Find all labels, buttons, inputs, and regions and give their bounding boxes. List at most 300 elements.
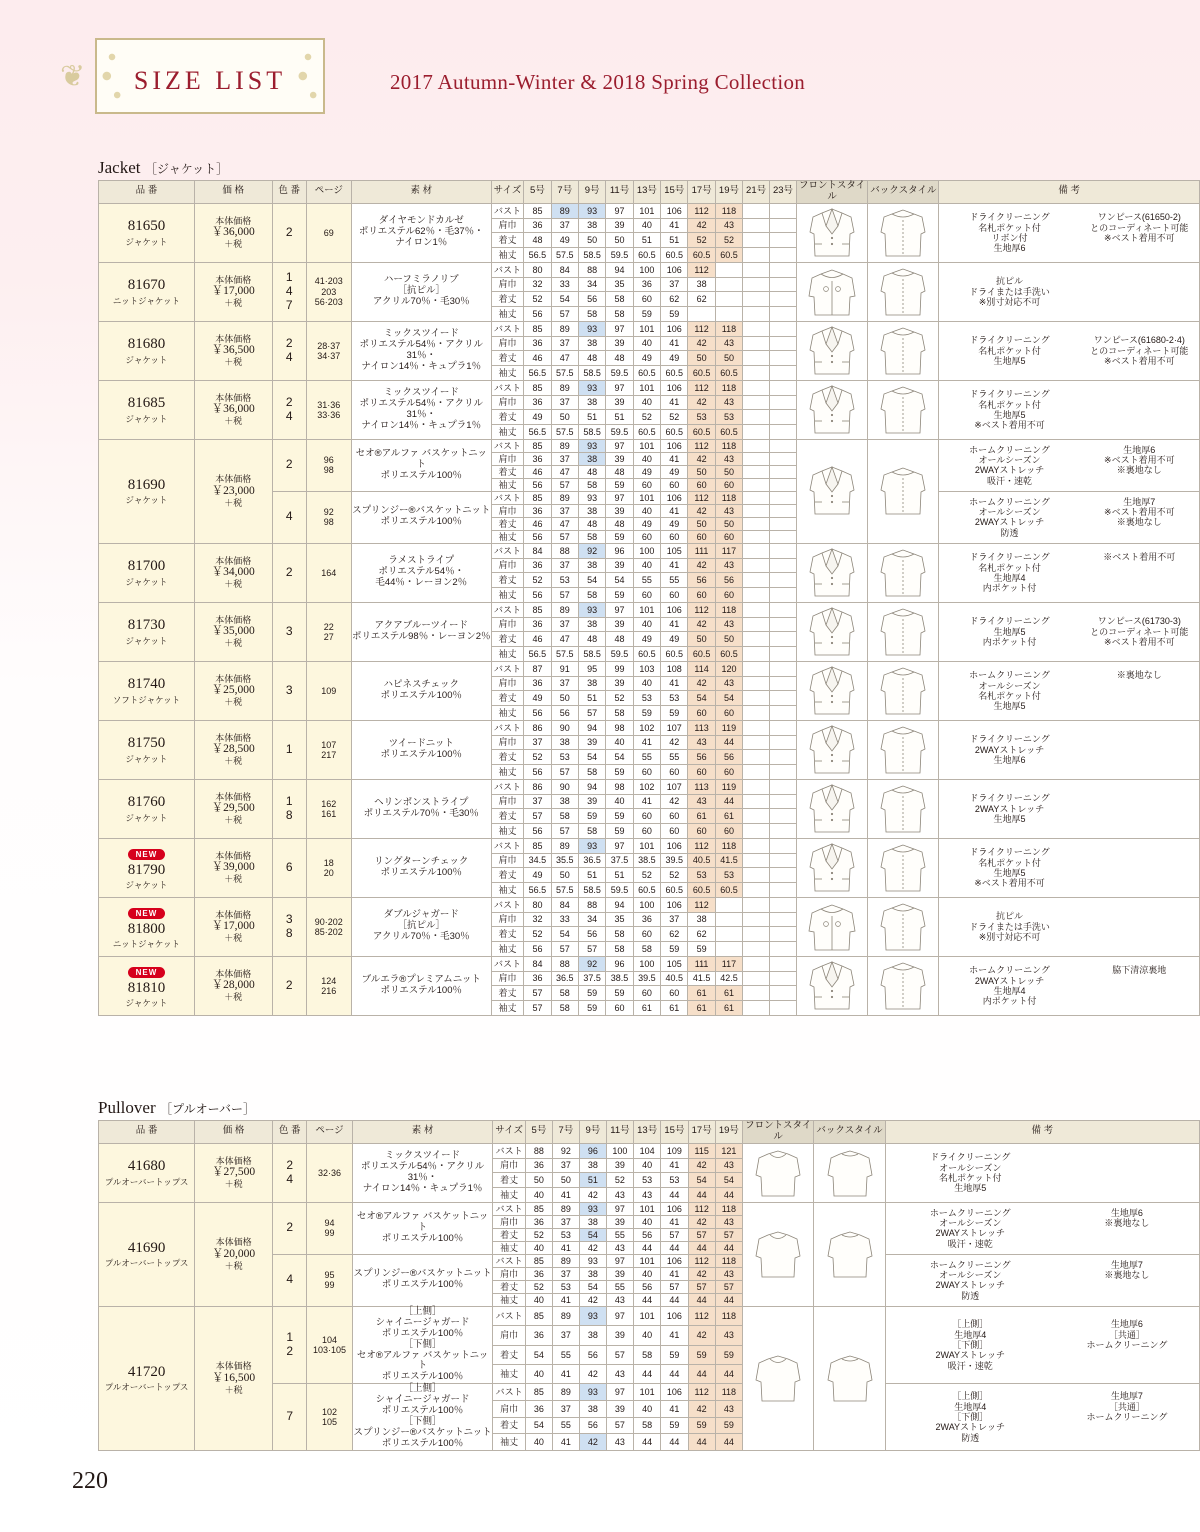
measure-cell [770, 853, 797, 868]
measure-cell: 57 [551, 530, 578, 543]
measure-cell: 59 [606, 765, 633, 780]
measure-cell: 41 [661, 504, 688, 517]
remark-cell [939, 602, 1200, 661]
measure-cell: 89 [552, 1306, 579, 1325]
page-reference: 92 98 [306, 491, 351, 543]
measure-cell: 41 [661, 336, 688, 351]
remark-cell [885, 1306, 1199, 1383]
measure-cell: 52 [633, 868, 660, 883]
measure-cell: 44 [715, 794, 742, 809]
measure-cell: 53 [688, 868, 715, 883]
measure-cell: 39 [606, 676, 633, 691]
measure-cell: 57 [524, 809, 551, 824]
measure-cell: 52 [524, 573, 551, 588]
measure-cell: 50 [715, 351, 742, 366]
measure-cell: 57 [551, 765, 578, 780]
col-size-4: 13号 [634, 1121, 661, 1144]
remark-primary: ホームクリーニング オールシーズン 2WAYストレッチ 防透 [969, 496, 1050, 538]
measure-cell [743, 277, 770, 292]
measure-label: バスト [493, 1306, 526, 1325]
measure-cell: 93 [578, 321, 605, 336]
measure-row [99, 203, 1200, 218]
measure-cell: 41 [661, 558, 688, 573]
measure-cell: 37 [551, 395, 578, 410]
measure-cell: 43 [715, 452, 742, 465]
measure-row [99, 1202, 1200, 1215]
measure-row [99, 321, 1200, 336]
measure-cell: 57.5 [551, 425, 578, 440]
remark-secondary: 生地厚6 ［共通］ ホームクリーニング [1086, 1319, 1168, 1350]
measure-label: 着丈 [491, 691, 523, 706]
measure-cell: 44 [715, 1241, 742, 1254]
col-size-7: 19号 [715, 1121, 742, 1144]
measure-cell: 53 [715, 410, 742, 425]
measure-cell [770, 478, 797, 491]
product-subname: ジャケット [125, 576, 168, 587]
product-price: 本体価格 ￥25,000 ＋税 [194, 661, 272, 720]
measure-cell [770, 395, 797, 410]
measure-cell: 35 [606, 912, 633, 927]
measure-label: 着丈 [491, 233, 523, 248]
measure-cell: 97 [606, 838, 633, 853]
measure-cell [743, 262, 770, 277]
measure-cell: 59 [688, 1417, 715, 1434]
measure-cell [770, 336, 797, 351]
measure-cell: 57.5 [551, 366, 578, 381]
measure-cell: 60.5 [715, 883, 742, 898]
measure-cell: 43 [715, 395, 742, 410]
measure-cell: 112 [688, 1254, 715, 1267]
measure-cell: 88 [551, 543, 578, 558]
size-table [98, 180, 1200, 1016]
measure-cell: 58 [551, 1001, 578, 1016]
measure-cell: 62 [688, 927, 715, 942]
measure-cell: 60.5 [633, 366, 660, 381]
measure-cell: 56 [524, 307, 551, 322]
measure-cell: 85 [524, 321, 551, 336]
measure-cell: 112 [688, 838, 715, 853]
page-reference: 90·202 85·202 [306, 897, 351, 956]
color-number: 3 [272, 602, 306, 661]
color-number: 4 [272, 491, 306, 543]
measure-cell: 57 [551, 478, 578, 491]
measure-cell: 56 [579, 1417, 606, 1434]
material-description: ラメストライプ ポリエステル54％・ 毛44％・レーヨン2％ [351, 543, 491, 602]
product-price: 本体価格 ￥28,500 ＋税 [194, 720, 272, 779]
front-style-illustration [796, 720, 867, 779]
table-header-row [99, 181, 1200, 204]
measure-cell: 59 [606, 809, 633, 824]
measure-label: 肩巾 [491, 336, 523, 351]
measure-cell [743, 395, 770, 410]
measure-cell: 56 [634, 1228, 661, 1241]
material-description: ミックスツイード ポリエステル54％・アクリル31％・ ナイロン14％・キュプラ1％ [351, 380, 491, 439]
measure-cell: 118 [715, 1254, 742, 1267]
measure-cell: 97 [606, 1254, 633, 1267]
measure-cell: 60.5 [688, 883, 715, 898]
back-style-illustration [868, 543, 939, 602]
measure-cell: 100 [633, 543, 660, 558]
measure-cell: 86 [524, 720, 551, 735]
measure-cell: 90 [551, 720, 578, 735]
measure-cell: 88 [551, 956, 578, 971]
measure-cell: 100 [633, 956, 660, 971]
measure-cell: 59 [715, 1345, 742, 1364]
price-value: ￥36,500 [211, 344, 255, 357]
measure-cell [743, 292, 770, 307]
measure-label: 着丈 [493, 1280, 526, 1293]
product-subname: ソフトジャケット [112, 694, 181, 705]
measure-cell: 41 [633, 794, 660, 809]
measure-cell: 52 [661, 868, 688, 883]
measure-cell: 59.5 [606, 883, 633, 898]
measure-cell: 38 [579, 1267, 606, 1280]
measure-cell: 44 [715, 1188, 742, 1203]
measure-cell: 36 [633, 912, 660, 927]
measure-cell: 60.5 [715, 425, 742, 440]
measure-cell: 84 [551, 262, 578, 277]
measure-cell: 102 [633, 779, 660, 794]
measure-cell: 60 [688, 530, 715, 543]
measure-cell: 38 [578, 676, 605, 691]
measure-cell: 49 [524, 410, 551, 425]
remark-cell [939, 897, 1200, 956]
measure-cell: 42 [688, 336, 715, 351]
measure-cell: 118 [715, 321, 742, 336]
measure-cell: 42 [688, 1215, 715, 1228]
measure-cell: 40 [634, 1215, 661, 1228]
measure-label: 肩巾 [493, 1400, 526, 1417]
col-size-9: 23号 [770, 181, 797, 204]
front-style-illustration [796, 956, 867, 1015]
measure-cell: 58 [578, 588, 605, 603]
measure-cell: 46 [524, 632, 551, 647]
measure-cell: 111 [688, 543, 715, 558]
measure-label: 肩巾 [491, 558, 523, 573]
measure-cell: 58 [578, 824, 605, 839]
col-size-3: 11号 [606, 181, 633, 204]
remark-cell [939, 439, 1200, 491]
measure-label: 着丈 [491, 809, 523, 824]
measure-cell: 98 [606, 779, 633, 794]
measure-cell: 93 [578, 838, 605, 853]
measure-cell: 50 [715, 517, 742, 530]
measure-cell: 43 [606, 1241, 633, 1254]
table-header-row [99, 1121, 1200, 1144]
measure-cell: 41 [661, 1267, 688, 1280]
product-code: 81760 ジャケット [99, 779, 195, 838]
measure-label: バスト [493, 1202, 526, 1215]
measure-cell: 38 [578, 395, 605, 410]
measure-cell [743, 942, 770, 957]
measure-cell: 37 [661, 912, 688, 927]
measure-cell [770, 647, 797, 662]
product-code: 41680 プルオーバートップス [99, 1143, 195, 1202]
color-number: 2 [272, 1202, 306, 1254]
measure-cell [715, 897, 742, 912]
measure-label: 袖丈 [491, 942, 523, 957]
measure-cell: 111 [688, 956, 715, 971]
back-style-illustration [868, 203, 939, 262]
measure-label: 肩巾 [493, 1215, 526, 1228]
measure-label: 袖丈 [491, 824, 523, 839]
material-description: ハーフミラノリブ ［抗ピル］ アクリル70％・毛30％ [351, 262, 491, 321]
measure-cell: 50 [552, 1173, 579, 1188]
measure-cell: 94 [606, 262, 633, 277]
material-description: ［上側］ シャイニージャガード ポリエステル100％ ［下側］ セオ®アルファ バスケットニット ポリエステル100％ [352, 1306, 493, 1383]
measure-cell: 56 [524, 942, 551, 957]
measure-cell: 59 [633, 307, 660, 322]
measure-cell [770, 676, 797, 691]
measure-cell: 44 [661, 1241, 688, 1254]
measure-cell [770, 491, 797, 504]
back-style-illustration [868, 956, 939, 1015]
measure-cell [743, 504, 770, 517]
front-style-illustration [796, 439, 867, 543]
measure-cell: 61 [688, 1001, 715, 1016]
measure-label: 着丈 [491, 351, 523, 366]
measure-cell: 41.5 [688, 971, 715, 986]
measure-cell: 98 [606, 720, 633, 735]
measure-cell [770, 897, 797, 912]
remark-primary: ホームクリーニング オールシーズン 2WAYストレッチ 防透 [929, 1259, 1011, 1301]
measure-cell: 40 [634, 1158, 661, 1173]
measure-row [99, 1306, 1200, 1325]
measure-label: 袖丈 [491, 425, 523, 440]
measure-cell: 60 [715, 478, 742, 491]
product-code: 81730 ジャケット [99, 602, 195, 661]
measure-cell: 54 [688, 691, 715, 706]
measure-cell: 57 [551, 307, 578, 322]
measure-label: バスト [491, 380, 523, 395]
remark-secondary: ワンピース(61680-2·4) とのコーディネート可能 ※ベスト着用不可 [1090, 335, 1189, 367]
measure-cell: 39 [606, 452, 633, 465]
product-code: 41720 プルオーバートップス [99, 1306, 195, 1450]
measure-cell: 44 [688, 1188, 715, 1203]
measure-cell: 48 [606, 517, 633, 530]
measure-cell: 36 [525, 1400, 552, 1417]
measure-cell: 105 [661, 956, 688, 971]
measure-label: 袖丈 [493, 1434, 526, 1451]
measure-cell [715, 277, 742, 292]
measure-cell [688, 307, 715, 322]
measure-cell: 60.5 [688, 366, 715, 381]
measure-cell [743, 543, 770, 558]
measure-cell: 60.5 [715, 248, 742, 263]
product-price: 本体価格 ￥34,000 ＋税 [194, 543, 272, 602]
material-description: ツイードニット ポリエステル100％ [351, 720, 491, 779]
measure-cell: 52 [606, 1173, 633, 1188]
measure-cell: 41 [552, 1293, 579, 1306]
measure-cell: 33 [551, 277, 578, 292]
measure-cell: 58 [578, 478, 605, 491]
measure-cell: 53 [551, 750, 578, 765]
measure-cell: 57 [524, 986, 551, 1001]
front-style-illustration [796, 838, 867, 897]
measure-cell [743, 573, 770, 588]
measure-cell: 59 [606, 530, 633, 543]
measure-cell: 42 [688, 1400, 715, 1417]
measure-cell: 40 [633, 558, 660, 573]
measure-cell [715, 942, 742, 957]
measure-cell: 105 [661, 543, 688, 558]
measure-cell: 61 [688, 986, 715, 1001]
product-subname: ニットジャケット [112, 939, 180, 950]
measure-cell: 60.5 [715, 647, 742, 662]
measure-cell [770, 956, 797, 971]
remark-cell [885, 1202, 1199, 1254]
measure-cell: 50 [688, 465, 715, 478]
back-style-illustration [868, 439, 939, 543]
measure-cell [743, 809, 770, 824]
measure-label: 肩巾 [491, 676, 523, 691]
measure-cell [770, 439, 797, 452]
measure-cell: 43 [715, 336, 742, 351]
measure-cell: 42 [688, 1326, 715, 1345]
measure-cell: 41 [552, 1434, 579, 1451]
measure-row [99, 602, 1200, 617]
measure-cell: 60.5 [633, 883, 660, 898]
measure-cell: 85 [524, 838, 551, 853]
measure-cell: 57 [606, 1345, 633, 1364]
product-subname: ジャケット [125, 236, 168, 247]
measure-cell [743, 491, 770, 504]
color-number: 2 4 [272, 321, 306, 380]
color-number: 2 [272, 543, 306, 602]
measure-cell: 49 [661, 632, 688, 647]
col-color: 色 番 [272, 181, 306, 204]
measure-cell: 60.5 [633, 248, 660, 263]
remark-primary: 抗ピル ドライまたは手洗い ※別寸対応不可 [969, 276, 1050, 308]
measure-cell [770, 203, 797, 218]
collection-subtitle: 2017 Autumn-Winter & 2018 Spring Collection [390, 70, 806, 94]
page-reference: 102 105 [307, 1384, 352, 1451]
remark-primary: ホームクリーニング オールシーズン 2WAYストレッチ 吸汗・速乾 [929, 1207, 1011, 1249]
measure-cell: 101 [634, 1384, 661, 1401]
color-number: 1 [272, 720, 306, 779]
measure-cell: 36 [525, 1326, 552, 1345]
measure-cell [770, 632, 797, 647]
measure-cell: 59 [661, 706, 688, 721]
measure-label: バスト [491, 543, 523, 558]
measure-label: 着丈 [491, 986, 523, 1001]
measure-cell [770, 410, 797, 425]
measure-cell: 42 [579, 1434, 606, 1451]
measure-cell: 60.5 [661, 647, 688, 662]
col-size-6: 17号 [688, 181, 715, 204]
col-size-1: 7号 [552, 1121, 579, 1144]
col-material: 素 材 [352, 1121, 493, 1144]
measure-cell: 42 [688, 504, 715, 517]
measure-label: 袖丈 [491, 307, 523, 322]
measure-cell: 44 [661, 1364, 688, 1383]
measure-cell: 42 [579, 1364, 606, 1383]
measure-cell: 56 [578, 292, 605, 307]
measure-cell: 46 [524, 465, 551, 478]
measure-cell [743, 307, 770, 322]
measure-cell: 88 [525, 1143, 552, 1158]
measure-cell: 97 [606, 1306, 633, 1325]
remark-secondary: ワンピース(61650-2) とのコーディネート可能 ※ベスト着用不可 [1090, 212, 1189, 243]
measure-cell: 49 [633, 351, 660, 366]
front-style-illustration [743, 1202, 814, 1306]
col-front-style: フロントスタイル [743, 1121, 814, 1144]
back-style-illustration [814, 1143, 885, 1202]
measure-cell: 60 [633, 927, 660, 942]
measure-cell: 60 [633, 588, 660, 603]
measure-cell: 58 [551, 986, 578, 1001]
measure-cell: 106 [661, 321, 688, 336]
remark-secondary: 生地厚7 ※裏地なし [1104, 1259, 1150, 1280]
measure-cell [770, 321, 797, 336]
measure-cell [743, 439, 770, 452]
measure-cell: 47 [551, 465, 578, 478]
measure-cell: 36 [525, 1267, 552, 1280]
measure-label: 袖丈 [491, 1001, 523, 1016]
measure-cell: 54 [525, 1417, 552, 1434]
measure-cell [743, 706, 770, 721]
measure-cell: 36.5 [578, 853, 605, 868]
measure-cell: 61 [715, 809, 742, 824]
color-number: 2 4 [272, 380, 306, 439]
measure-cell [743, 956, 770, 971]
measure-cell: 117 [715, 543, 742, 558]
measure-cell: 54 [525, 1345, 552, 1364]
measure-cell: 36 [633, 277, 660, 292]
measure-cell: 52 [606, 691, 633, 706]
measure-label: バスト [491, 779, 523, 794]
measure-cell [743, 647, 770, 662]
product-code: 81650 ジャケット [99, 203, 195, 262]
measure-cell: 106 [661, 1306, 688, 1325]
measure-cell: 85 [525, 1306, 552, 1325]
measure-cell: 99 [606, 661, 633, 676]
measure-cell: 106 [661, 380, 688, 395]
measure-cell: 112 [688, 897, 715, 912]
measure-cell: 44 [634, 1434, 661, 1451]
page-reference: 164 [306, 543, 351, 602]
measure-cell: 37 [551, 336, 578, 351]
measure-cell: 101 [634, 1202, 661, 1215]
measure-cell: 42 [688, 676, 715, 691]
measure-label: 袖丈 [491, 706, 523, 721]
measure-cell: 51 [661, 233, 688, 248]
measure-label: 着丈 [491, 868, 523, 883]
measure-cell: 93 [579, 1202, 606, 1215]
measure-cell: 39 [606, 1215, 633, 1228]
measure-cell: 58 [578, 307, 605, 322]
measure-cell: 96 [606, 543, 633, 558]
remark-cell [939, 720, 1200, 779]
measure-cell: 89 [552, 1254, 579, 1267]
measure-cell: 56 [578, 927, 605, 942]
col-size: サイズ [491, 181, 523, 204]
measure-cell: 107 [661, 779, 688, 794]
measure-cell: 42 [688, 617, 715, 632]
measure-cell: 52 [524, 292, 551, 307]
measure-cell: 60 [606, 1001, 633, 1016]
measure-cell: 43 [715, 1215, 742, 1228]
price-value: ￥27,500 [212, 1166, 256, 1179]
measure-cell: 42.5 [715, 971, 742, 986]
material-description: セオ®アルファ バスケットニット ポリエステル100％ [351, 439, 491, 491]
measure-label: 袖丈 [491, 478, 523, 491]
measure-cell: 95 [578, 661, 605, 676]
measure-cell: 56 [524, 478, 551, 491]
measure-cell: 80 [524, 262, 551, 277]
measure-cell: 43 [688, 735, 715, 750]
measure-cell: 56 [524, 530, 551, 543]
